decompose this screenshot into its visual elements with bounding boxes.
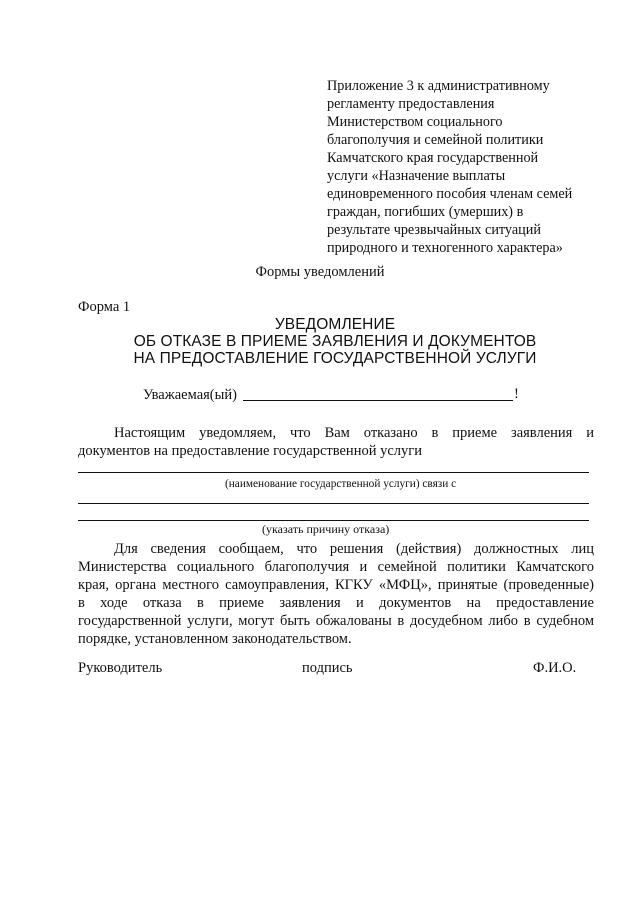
appeal-line: Министерства социального благополучия и семейной политики Камчатского <box>78 559 594 575</box>
annex-line: граждан, погибших (умерших) в <box>327 204 524 220</box>
annex-line: Министерством социального <box>327 114 503 130</box>
service-name-field[interactable] <box>78 472 589 473</box>
annex-block <box>327 77 627 257</box>
annex-line: природного и техногенного характера» <box>327 240 563 256</box>
appeal-line: Для сведения сообщаем, что решения (действия) должностных лиц <box>114 541 594 557</box>
notice-title-line1: УВЕДОМЛЕНИЕ <box>274 316 396 333</box>
signature-head-label: Руководитель <box>78 660 163 676</box>
annex-line: результате чрезвычайных ситуаций <box>327 222 541 238</box>
notice-title <box>0 316 640 367</box>
recipient-name-field[interactable] <box>243 400 513 401</box>
forms-title: Формы уведомлений <box>255 264 385 280</box>
signature-fio-label: Ф.И.О. <box>533 660 577 676</box>
greeting-label: Уважаемая(ый) <box>143 387 237 403</box>
signature-sign-label: подпись <box>302 660 353 676</box>
notice-paragraph <box>78 424 594 460</box>
refusal-reason-field-1[interactable] <box>78 503 589 504</box>
notice-title-line3: НА ПРЕДОСТАВЛЕНИЕ ГОСУДАРСТВЕННОЙ УСЛУГИ <box>133 350 537 367</box>
notice-paragraph-line1: Настоящим уведомляем, что Вам отказано в приеме заявления и <box>114 425 594 441</box>
annex-line: единовременного пособия членам семей <box>327 186 573 202</box>
notice-title-line2: ОБ ОТКАЗЕ В ПРИЕМЕ ЗАЯВЛЕНИЯ И ДОКУМЕНТОВ <box>133 333 537 350</box>
annex-line: Камчатского края государственной <box>327 150 539 166</box>
annex-line: благополучия и семейной политики <box>327 132 544 148</box>
form-number: Форма 1 <box>78 299 131 315</box>
appeal-line: в ходе отказа в приеме заявления и документов на предоставление <box>78 595 594 611</box>
appeal-paragraph <box>78 540 594 648</box>
annex-line: регламенту предоставления <box>327 96 495 112</box>
appeal-line: государственной услуги, могут быть обжалованы в досудебном либо в судебном <box>78 613 594 629</box>
greeting-exclamation: ! <box>514 386 519 402</box>
annex-line: Приложение 3 к административному <box>327 78 550 94</box>
appeal-line: порядке, установленном законодательством. <box>78 631 352 647</box>
appeal-line: края, органа местного самоуправления, КГКУ «МФЦ», принятые (проведенные) <box>78 577 594 593</box>
notice-paragraph-line2: документов на предоставление государственной услуги <box>78 443 422 459</box>
annex-line: услуги «Назначение выплаты <box>327 168 506 184</box>
service-name-caption: (наименование государственной услуги) связи с <box>225 478 457 490</box>
refusal-reason-caption: (указать причину отказа) <box>262 522 390 536</box>
refusal-reason-field-2[interactable] <box>78 520 589 521</box>
